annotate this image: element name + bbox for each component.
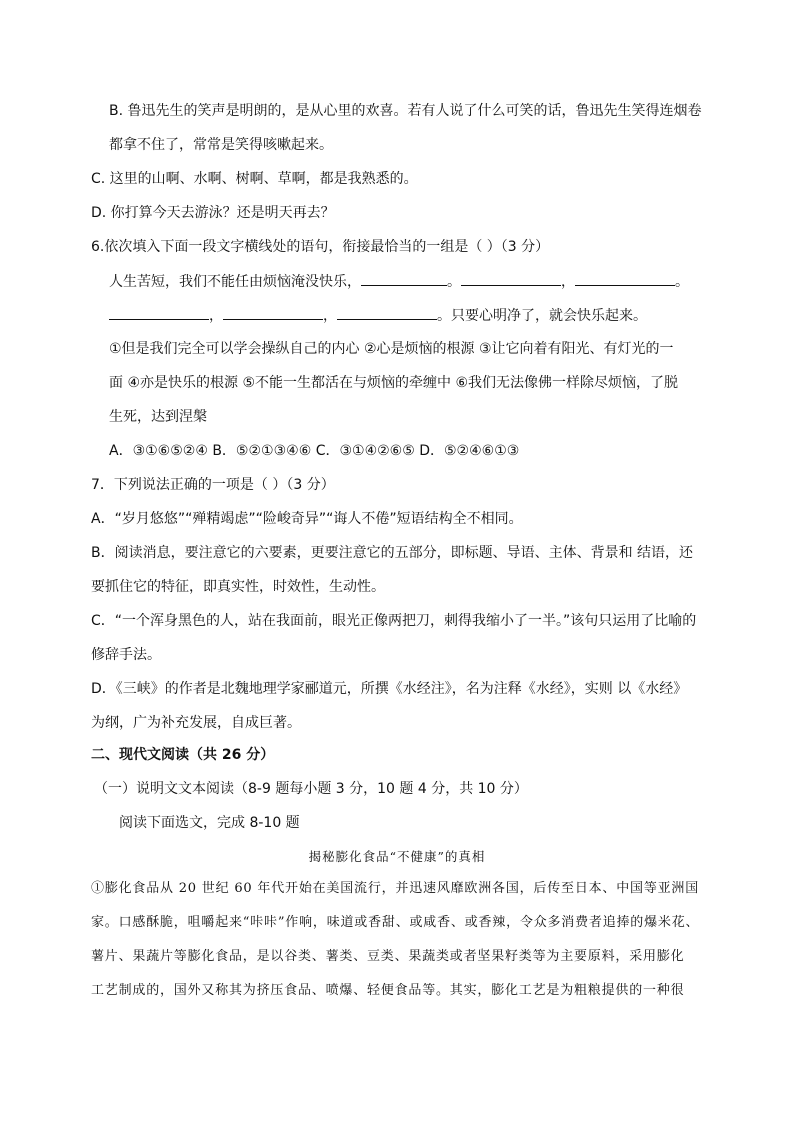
question-6: 6.依次填入下面一段文字横线处的语句，衔接最恰当的一组是（ ）（3 分） <box>91 239 550 255</box>
q7-option-d-line-1: D．《三峡》的作者是北魏地理学家郦道元，所撰《水经注》，名为注释《水经》，实则 以《水经》 <box>91 681 688 697</box>
option-b-line-1: B. 鲁迅先生的笑声是明朗的，是从心里的欢喜。若有人说了什么可笑的话，鲁迅先生笑得连烟卷 <box>109 103 702 119</box>
q6-options-line-3: 生死，达到涅槃 <box>109 409 207 425</box>
q6-sep-period: 。 <box>447 274 461 290</box>
blank-5 <box>223 305 323 320</box>
q7-option-b-line-1: B．阅读消息，要注意它的六要素，更要注意它的五部分，即标题、导语、主体、背景和 结语，还 <box>91 545 694 561</box>
option-b-line-2: 都拿不住了，常常是笑得咳嗽起来。 <box>109 137 333 153</box>
section-2-heading: 二、现代文阅读（共 26 分） <box>91 747 275 763</box>
q6-passage-text: 人生苦短，我们不能任由烦恼淹没快乐， <box>109 274 361 290</box>
option-c: C. 这里的山啊、水啊、树啊、草啊，都是我熟悉的。 <box>91 171 418 187</box>
q6-sep-comma-2: ， <box>209 308 223 324</box>
blank-2 <box>461 271 561 286</box>
question-7: 7．下列说法正确的一项是（ ）（3 分） <box>91 477 335 493</box>
blank-1 <box>361 271 447 286</box>
q7-option-c-line-1: C．“一个浑身黑色的人，站在我面前，眼光正像两把刀，刺得我缩小了一半。”该句只运用了比喻的 <box>91 613 697 629</box>
article-paragraph-line-3: 薯片、果蔬片等膨化食品，是以谷类、薯类、豆类、果蔬类或者坚果籽类等为主要原料，采用膨化 <box>91 949 685 964</box>
blank-3 <box>575 271 675 286</box>
article-title: 揭秘膨化食品“不健康”的真相 <box>308 849 486 864</box>
blank-4 <box>109 305 209 320</box>
q6-choices: A．③①⑥⑤②④ B．⑤②①③④⑥ C．③①④②⑥⑤ D．⑤②④⑥①③ <box>109 443 520 459</box>
q6-options-line-2: 面 ④亦是快乐的根源 ⑤不能一生都活在与烦恼的牵缠中 ⑥我们无法像佛一样除尽烦恼，了脱 <box>109 375 679 391</box>
q7-option-c-line-2: 修辞手法。 <box>91 647 161 663</box>
q7-option-b-line-2: 要抓住它的特征，即真实性，时效性，生动性。 <box>91 579 385 595</box>
q7-option-a: A．“岁月悠悠”“殚精竭虑”“险峻奇异”“诲人不倦”短语结构全不相同。 <box>91 511 523 527</box>
subsection-1-heading: （一）说明文文本阅读（8-9 题每小题 3 分，10 题 4 分，共 10 分） <box>94 781 528 797</box>
article-paragraph-line-1: ①膨化食品从 20 世纪 60 年代开始在美国流行，并迅速风靡欧洲各国，后传至日本、中国等亚洲国 <box>91 881 700 896</box>
q6-sep-comma: ， <box>561 274 575 290</box>
article-paragraph-line-2: 家。口感酥脆，咀嚼起来“咔咔”作响，味道或香甜、或咸香、或香辣，令众多消费者追捧的爆米花、 <box>91 915 700 930</box>
q7-option-d-line-2: 为纲，广为补充发展，自成巨著。 <box>91 715 301 731</box>
reading-instruction: 阅读下面选文，完成 8-10 题 <box>119 815 300 831</box>
q6-passage-tail: 。只要心明净了，就会快乐起来。 <box>437 308 647 324</box>
article-paragraph-line-4: 工艺制成的，国外又称其为挤压食品、喷爆、轻便食品等。其实，膨化工艺是为粗粮提供的一种很 <box>91 983 685 998</box>
blank-6 <box>337 305 437 320</box>
q6-options-line-1: ①但是我们完全可以学会操纵自己的内心 ②心是烦恼的根源 ③让它向着有阳光、有灯光的一 <box>109 341 674 357</box>
option-d: D. 你打算今天去游泳？还是明天再去？ <box>91 205 335 221</box>
q6-end: 。 <box>675 274 689 290</box>
q6-sep-comma-3: ， <box>323 308 337 324</box>
q6-passage-line-1 <box>109 271 689 292</box>
q6-passage-line-2 <box>109 305 647 326</box>
